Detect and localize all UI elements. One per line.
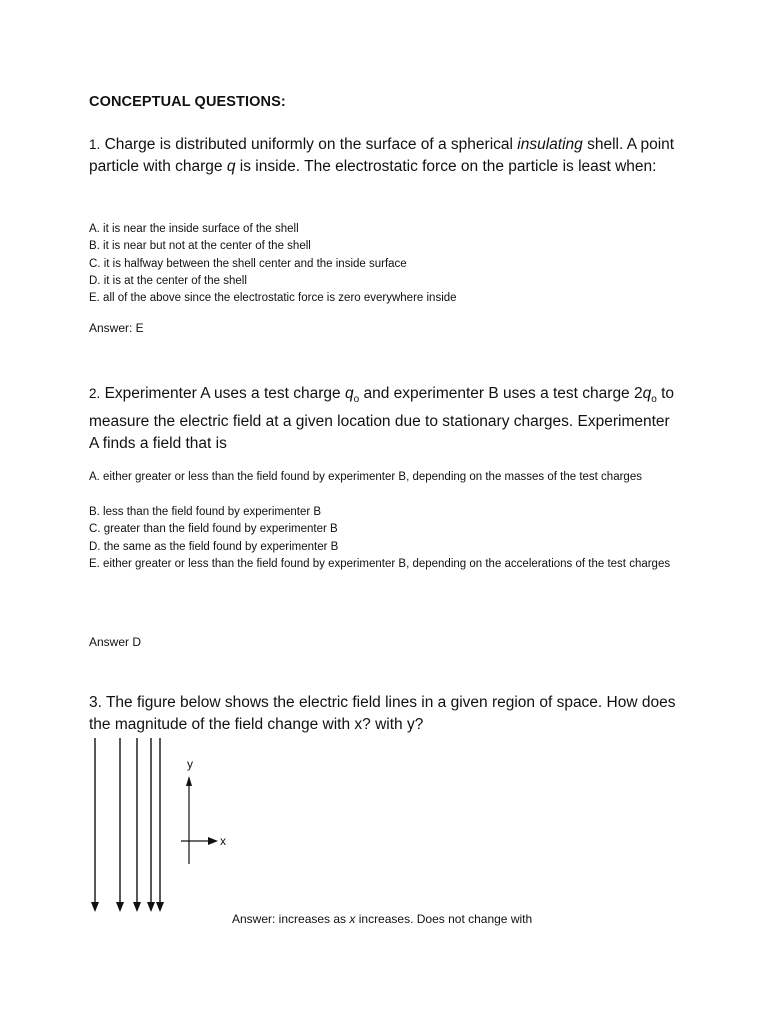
field-line-arrow <box>91 902 99 912</box>
field-line-arrow <box>156 902 164 912</box>
question-1-text-part: shell. A point particle with charge <box>89 136 675 175</box>
question-2-option: B. less than the field found by experimenter B <box>89 506 322 518</box>
question-1-number: 1. <box>89 137 101 152</box>
question-1-option: B. it is near but not at the center of the shell <box>89 240 311 252</box>
question-3-answer-part: increases. Does not change with <box>355 912 533 926</box>
question-1-text-part: Charge is distributed uniformly on the surface of a spherical <box>100 136 518 153</box>
question-2-subscript: o <box>353 394 360 406</box>
electric-field-figure <box>84 736 234 916</box>
y-axis-arrow <box>186 776 192 786</box>
question-1-text-part: is inside. The electrostatic force on the particle is least when: <box>235 158 657 175</box>
question-1-text <box>89 134 689 178</box>
page-heading: CONCEPTUAL QUESTIONS: <box>89 94 286 110</box>
question-2-text-part: and experimenter B uses a test charge 2 <box>359 385 643 402</box>
question-2-option: E. either greater or less than the field found by experimenter B, depending on the accelerations of the test charges <box>89 558 671 570</box>
question-2-italic-q: q <box>642 385 652 402</box>
question-2-text <box>89 383 679 455</box>
question-2-italic-q: q <box>344 385 354 402</box>
question-3-answer <box>232 912 532 926</box>
question-3-answer-part: Answer: increases as <box>232 912 350 926</box>
x-axis-label: x <box>220 834 226 848</box>
question-2-number: 2. <box>89 386 101 401</box>
question-2-text-part: Experimenter A uses a test charge <box>100 385 345 402</box>
question-3-number: 3. <box>89 694 102 711</box>
field-line-arrow <box>133 902 141 912</box>
question-3-answer-italic-x: x <box>349 912 356 926</box>
y-axis-label: y <box>187 757 193 771</box>
x-axis-arrow <box>208 837 218 845</box>
question-1-answer: Answer: E <box>89 321 144 335</box>
question-1-option: E. all of the above since the electrostatic force is zero everywhere inside <box>89 292 457 304</box>
question-2-text-part: to measure the electric field at a given location due to stationary charges. Experimenter A finds a field that is <box>89 385 675 453</box>
question-3-text <box>89 692 679 736</box>
question-1-italic-insulating: insulating <box>517 136 583 153</box>
question-2-option: D. the same as the field found by experimenter B <box>89 541 339 553</box>
question-2-answer: Answer D <box>89 635 142 649</box>
question-1-option: C. it is halfway between the shell center and the inside surface <box>89 258 407 270</box>
question-1-option: D. it is at the center of the shell <box>89 275 247 287</box>
question-2-subscript: o <box>651 394 657 406</box>
field-line-arrow <box>116 902 124 912</box>
field-line-arrow <box>147 902 155 912</box>
question-3-text-part: The figure below shows the electric field lines in a given region of space. How does the magnitude of the field change with x? with y? <box>89 694 676 733</box>
question-1-option: A. it is near the inside surface of the shell <box>89 223 299 235</box>
question-2-option: A. either greater or less than the field found by experimenter B, depending on the masses of the test charges <box>89 471 642 483</box>
question-1-italic-q: q <box>226 158 236 175</box>
question-2-option: C. greater than the field found by experimenter B <box>89 523 338 535</box>
